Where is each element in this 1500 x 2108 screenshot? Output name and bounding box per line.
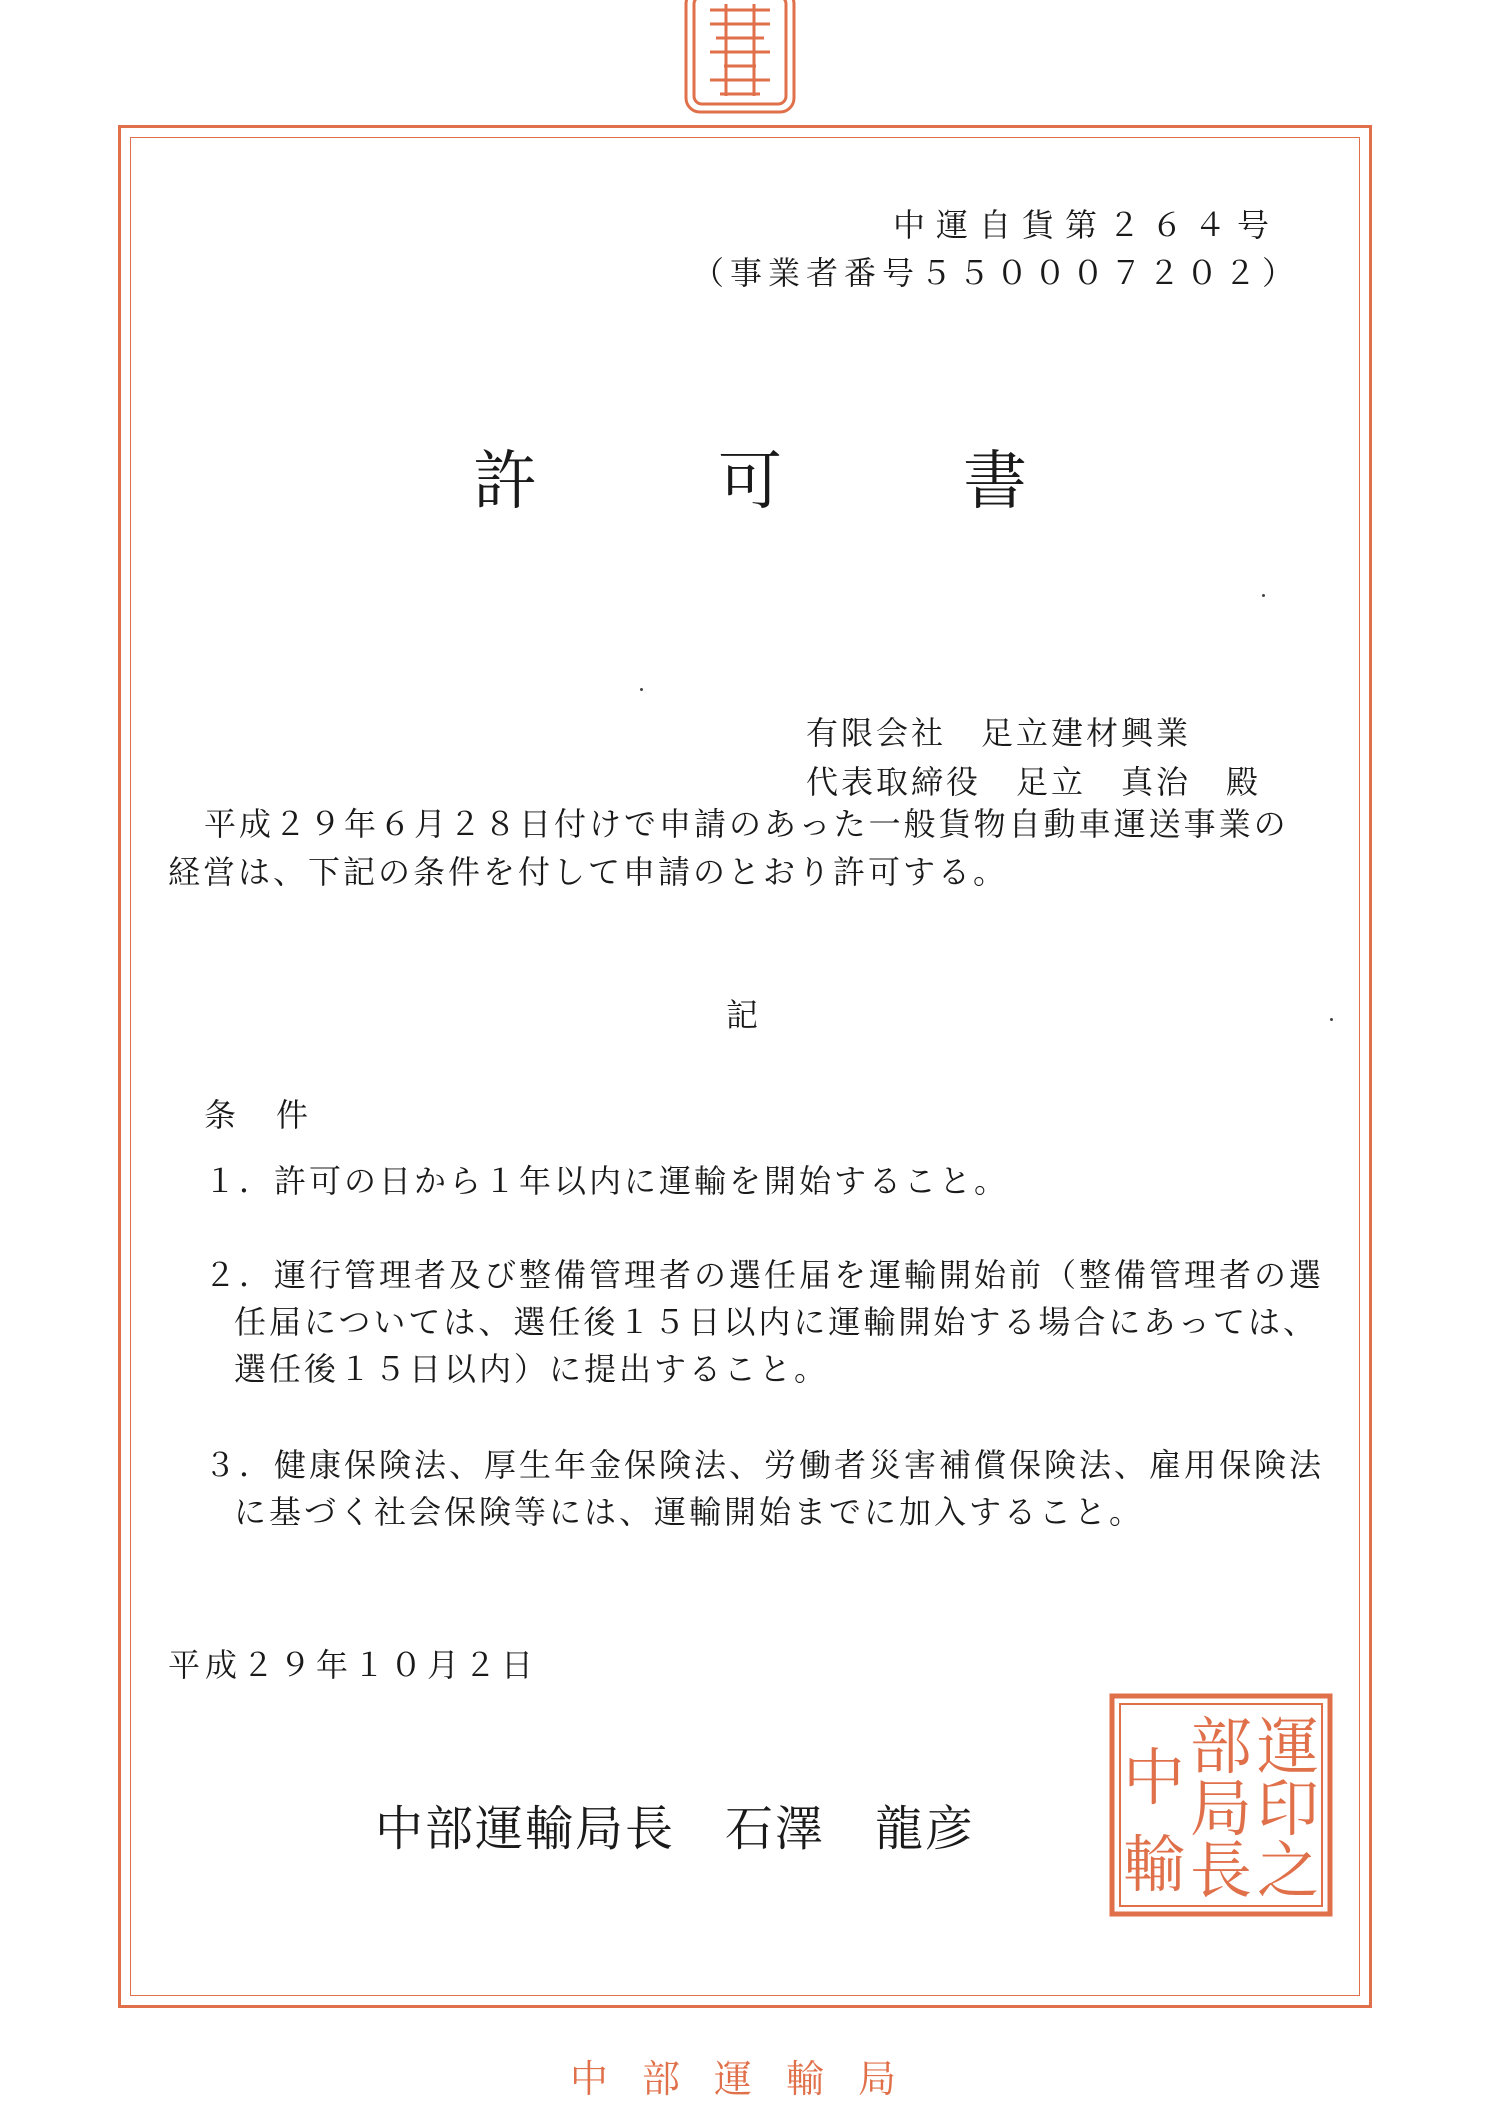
- business-operator-number: （事業者番号５５０００７２０２）: [691, 254, 1300, 292]
- condition-item: ３．健康保険法、厚生年金保険法、労働者災害補償保険法、雇用保険法に基づく社会保険等には、運輸開始までに加入すること。: [204, 1446, 1325, 1531]
- title-char-3: 書: [963, 445, 1027, 519]
- seal-char: 之: [1256, 1834, 1320, 1907]
- condition-item: １．許可の日から１年以内に運輸を開始すること。: [204, 1162, 1010, 1200]
- condition-item: ２．運行管理者及び整備管理者の選任届を運輸開始前（整備管理者の選任届については、選任後１５日以内に運輸開始する場合にあっては、選任後１５日以内）に提出すること。: [204, 1256, 1325, 1388]
- reference-number: 中運自貨第２６４号: [892, 206, 1280, 244]
- seal-char: 長: [1189, 1834, 1253, 1907]
- scan-speck: [1262, 594, 1265, 597]
- issuing-bureau-footer: 中部運輸局: [569, 2057, 930, 2101]
- recipient-company: 有限会社 足立建材興業: [806, 714, 1192, 752]
- issue-date: 平成２９年１０月２日: [168, 1646, 539, 1684]
- seal-char: 中: [1122, 1741, 1186, 1814]
- top-seal-stamp: [680, 0, 800, 118]
- title-char-1: 許: [473, 445, 537, 519]
- seal-char: 局: [1189, 1772, 1253, 1845]
- document-title: [0, 430, 1500, 522]
- issuer-signature-line: 中部運輸局長 石澤 龍彦: [375, 1801, 976, 1857]
- seal-char: 部: [1189, 1710, 1253, 1783]
- seal-char: 輸: [1122, 1828, 1186, 1901]
- seal-char: 運: [1256, 1710, 1320, 1783]
- scan-speck: [1330, 1018, 1333, 1021]
- conditions-heading: 条件: [204, 1096, 349, 1134]
- official-seal-stamp: [1108, 1692, 1334, 1918]
- recipient-representative: 代表取締役 足立 真治 殿: [806, 763, 1262, 801]
- ki-heading: 記: [726, 996, 762, 1034]
- permit-statement: 平成２９年６月２８日付けで申請のあった一般貨物自動車運送事業の経営は、下記の条件を付して申請のとおり許可する。: [168, 805, 1289, 891]
- title-char-2: 可: [718, 445, 782, 519]
- seal-char: 印: [1256, 1772, 1320, 1845]
- scan-speck: [640, 688, 643, 691]
